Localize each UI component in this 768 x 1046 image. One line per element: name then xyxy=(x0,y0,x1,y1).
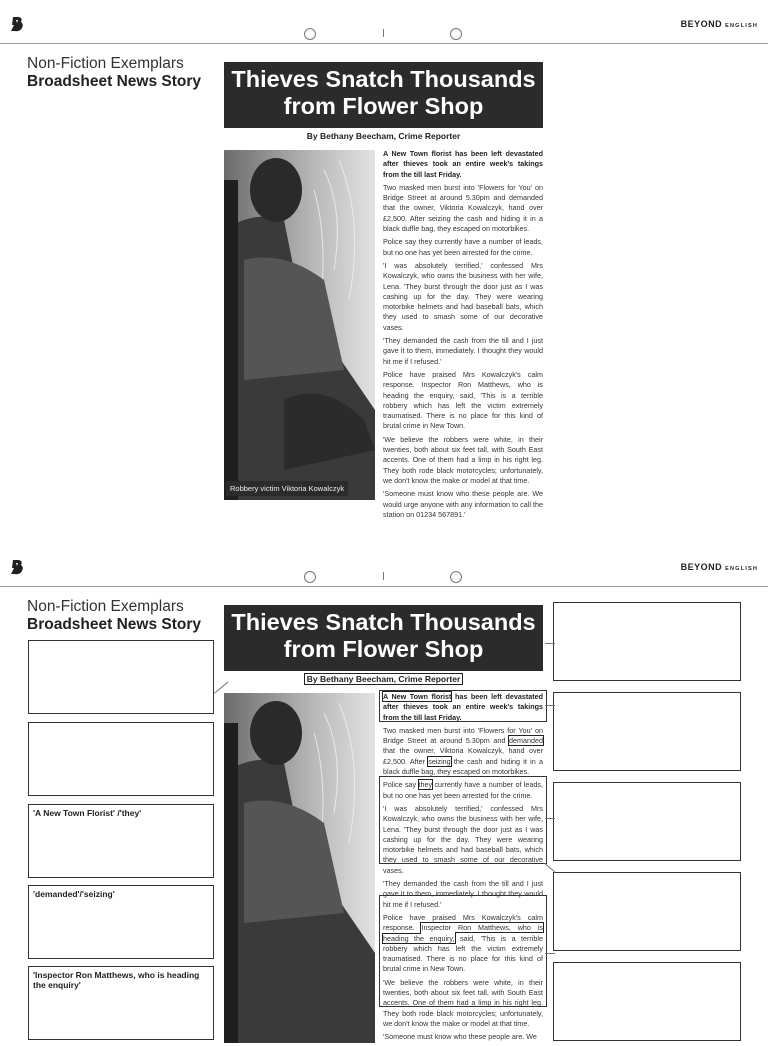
annotation-box-left[interactable]: 'demanded'/'seizing' xyxy=(28,885,214,959)
annotation-box-right[interactable] xyxy=(553,872,741,951)
paragraph-bracket xyxy=(379,895,547,1007)
annotation-box-right[interactable] xyxy=(553,782,741,861)
article-lead: A New Town florist has been left devastated after thieves took an entire week's takings from the till last Friday. xyxy=(383,692,544,722)
article-paragraph: 'We believe the robbers were white, in their twenties, both about six feet tall, with South East accents. One of them had a limp in his right leg. They both rode black motorcycles; unfortunately, we don't know the make or model at that time. xyxy=(383,434,543,485)
headline: Thieves Snatch Thousands from Flower Shop xyxy=(224,62,543,128)
paragraph-bracket xyxy=(379,690,547,722)
article-paragraph: Police have praised Mrs Kowalczyk's calm response. Inspector Ron Matthews, who is heading the enquiry, said, 'This is a terrible robbery which has left the victim extremely traumatised. There is no place for this kind of brutal crime in New Town. xyxy=(383,369,543,431)
connector-line xyxy=(544,863,555,873)
annotation-box-right[interactable] xyxy=(553,692,741,771)
connector-line xyxy=(545,953,555,954)
punch-holes xyxy=(304,571,464,583)
annotation-box-left[interactable] xyxy=(28,640,214,714)
article-paragraph: 'Someone must know who these people are. We xyxy=(383,1032,537,1042)
byline: By Bethany Beecham, Crime Reporter xyxy=(306,674,461,684)
annotation-box-left[interactable]: 'Inspector Ron Matthews, who is heading the enquiry' xyxy=(28,966,214,1040)
article-paragraph: Police say they currently have a number of leads, but no one has yet been arrested for the crime. xyxy=(383,780,543,800)
punch-holes xyxy=(304,28,464,40)
article-paragraph: Police have praised Mrs Kowalczyk's calm response. Inspector Ron Matthews, who is heading the enquiry, said, 'This is a terrible robbery which has left the victim extremely traumatised. There is no place for this kind of brutal crime in New Town. xyxy=(383,912,544,974)
connector-line xyxy=(545,643,555,644)
article-paragraph: 'We believe the robbers were white, in their twenties, both about six feet tall, with South East accents. One of them had a limp in his right leg. They both rode black motorcycles; unfortunately, we don't know the make or model at that time. xyxy=(383,977,543,1028)
photo-caption: Robbery victim Viktoria Kowalczyk xyxy=(226,481,348,496)
header-rule xyxy=(0,586,768,587)
article-body xyxy=(383,149,543,523)
article-paragraph: 'I was absolutely terrified,' confessed Mrs Kowalczyk, who owns the business with her wife, Lena. 'They burst through the door just as I was cashing up for the day. They were wearing motorbike helmets and had baseball bats, which they used to smash some of our decorative vases. xyxy=(383,260,543,332)
page-subtitle: Non-Fiction Exemplars xyxy=(27,55,184,72)
header-rule xyxy=(0,43,768,44)
article-photo xyxy=(224,693,375,1043)
headline: Thieves Snatch Thousands from Flower Shop xyxy=(224,605,543,671)
article-paragraph: Police say they currently have a number of leads, but no one has yet been arrested for the crime. xyxy=(383,237,543,257)
article-paragraph: 'They demanded the cash from the till and I just gave it to them, immediately. I thought they would hit me if I refused.' xyxy=(383,879,543,909)
paragraph-bracket xyxy=(379,776,547,864)
article-paragraph: 'They demanded the cash from the till and I just gave it to them, immediately. I thought they would hit me if I refused.' xyxy=(383,336,543,366)
worksheet-page-2 xyxy=(0,543,768,1042)
article-lead: A New Town florist has been left devastated after thieves took an entire week's takings from the till last Friday. xyxy=(383,149,543,179)
connector-line xyxy=(214,681,228,693)
article-photo xyxy=(224,150,375,500)
brand-wordmark: BEYOND ENGLISH xyxy=(680,19,758,29)
annotation-box-right[interactable] xyxy=(553,602,741,681)
article-paragraph: 'I was absolutely terrified,' confessed Mrs Kowalczyk, who owns the business with her wife, Lena. 'They burst through the door just as I was cashing up for the day. They were wearing motorbike helmets and had baseball bats, which they used to smash some of our decorative vases. xyxy=(383,803,543,875)
connector-line xyxy=(545,705,555,706)
annotation-box-left[interactable] xyxy=(28,722,214,796)
annotation-box-right[interactable] xyxy=(553,962,741,1041)
page-subtitle: Non-Fiction Exemplars xyxy=(27,598,184,615)
brand-wordmark: BEYOND ENGLISH xyxy=(680,562,758,572)
article-paragraph: 'Someone must know who these people are. We would urge anyone with any information to call the station on 01234 567891.' xyxy=(383,489,543,519)
article-paragraph: Two masked men burst into 'Flowers for You' on Bridge Street at around 5.30pm and demanded that the owner, Viktoria Kowalczyk, hand over £2,500. After seizing the cash and hiding it in a black duffle bag, they escaped on motorbikes. xyxy=(383,182,543,234)
byline: By Bethany Beecham, Crime Reporter xyxy=(306,131,461,141)
brand-logo-icon xyxy=(10,559,24,575)
connector-line xyxy=(545,818,555,819)
brand-logo-icon xyxy=(10,16,24,32)
page-type: Broadsheet News Story xyxy=(27,73,201,90)
annotation-box-left[interactable]: 'A New Town Florist' /'they' xyxy=(28,804,214,878)
page-type: Broadsheet News Story xyxy=(27,616,201,633)
article-paragraph: Two masked men burst into 'Flowers for You' on Bridge Street at around 5.30pm and demanded that the owner, Viktoria Kowalczyk, hand over £2,500. After seizing the cash and hiding it in a black duffle bag, they escaped on motorbikes. xyxy=(383,725,543,777)
